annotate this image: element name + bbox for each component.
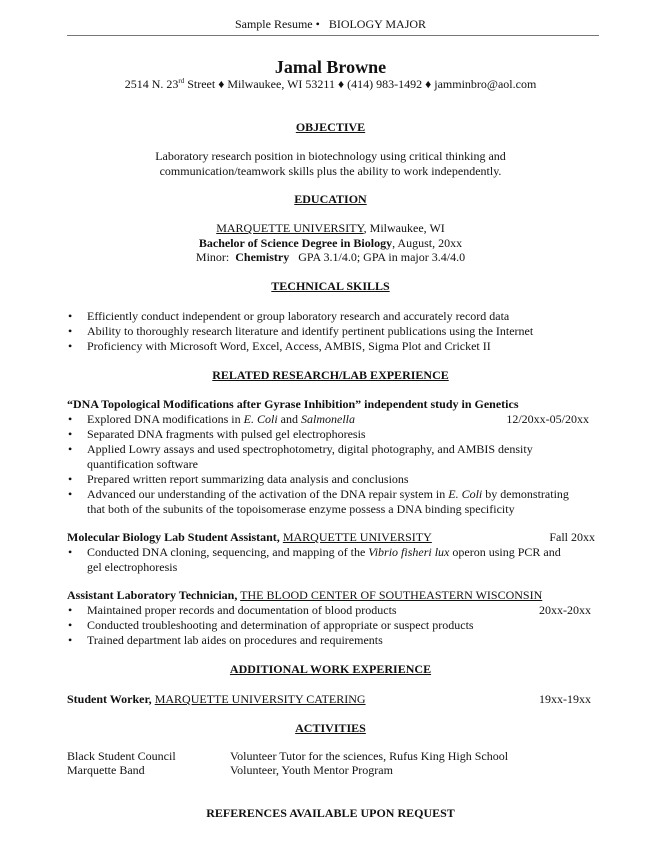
technical-skills-list [67,309,597,354]
degree-line [0,236,661,251]
research-heading: RELATED RESEARCH/LAB EXPERIENCE [212,368,449,382]
contact-line [0,77,661,92]
school-line [0,221,661,236]
job2-title: Assistant Laboratory Technician, [67,588,238,602]
job1-header [67,530,597,545]
objective-heading: OBJECTIVE [295,120,366,134]
education-heading: EDUCATION [294,192,367,206]
running-head-right: BIOLOGY MAJOR [328,17,427,31]
study-date: 12/20xx-05/20xx [506,412,589,426]
list-item: • Advanced our understanding of the activation of the DNA repair system in E. Coli by demonstrating that both of the subunits of the topoisomerase enzyme possess a DNA binding specificity [67,487,597,517]
activity-right: Volunteer Tutor for the sciences, Rufus King High School [230,749,509,763]
job2-org: THE BLOOD CENTER OF SOUTHEASTERN WISCONSIN [240,588,543,602]
list-item: • Ability to thoroughly research literature and identify pertinent publications using the Internet [67,324,597,339]
activity-left: Black Student Council [67,749,176,763]
additional-title: Student Worker, [67,692,152,706]
email: jamminbro@aol.com [434,77,537,91]
list-item: • Proficiency with Microsoft Word, Excel, Access, AMBIS, Sigma Plot and Cricket II [67,339,597,354]
gpa: GPA 3.1/4.0; GPA in major 3.4/4.0 [298,250,466,264]
job1-list [67,545,597,575]
contact-separator: ♦ [215,77,228,91]
activity-right: Volunteer, Youth Mentor Program [230,763,393,777]
running-head [0,17,661,32]
study-list [67,412,597,517]
activities-heading: ACTIVITIES [295,721,366,735]
list-item: • Explored DNA modifications in E. Coli and Salmonella 12/20xx-05/20xx [67,412,597,427]
additional-row [67,692,597,707]
job2-date: 20xx-20xx [539,603,591,617]
additional-heading: ADDITIONAL WORK EXPERIENCE [229,662,432,676]
list-item: • Trained department lab aides on procedures and requirements [67,633,597,648]
list-item: • Prepared written report summarizing data analysis and conclusions [67,472,597,487]
objective-line-1: Laboratory research position in biotechnology using critical thinking and [155,149,506,163]
job2-list [67,603,597,648]
degree: Bachelor of Science Degree in Biology [198,236,393,250]
minor: Chemistry [235,250,290,264]
minor-line [0,250,661,265]
phone: (414) 983-1492 [347,77,423,91]
candidate-name: Jamal Browne [274,57,387,77]
job1-title: Molecular Biology Lab Student Assistant, [67,530,280,544]
running-head-left: Sample Resume [234,17,313,31]
degree-date: , August, 20xx [392,236,463,250]
list-item: • Efficiently conduct independent or group laboratory research and accurately record data [67,309,597,324]
job1-date: Fall 20xx [549,530,595,544]
running-head-bullet: • [315,17,320,31]
job2-header [67,588,597,603]
list-item: • Separated DNA fragments with pulsed gel electrophoresis [67,427,597,442]
additional-org: MARQUETTE UNIVERSITY CATERING [154,692,366,706]
list-item: • Maintained proper records and documentation of blood products 20xx-20xx [67,603,597,618]
technical-skills-heading: TECHNICAL SKILLS [271,279,390,293]
study-title: “DNA Topological Modifications after Gyrase Inhibition” independent study in Genetics [67,397,519,411]
school-name: MARQUETTE UNIVERSITY [216,221,364,235]
list-item: • Applied Lowry assays and used spectrophotometry, digital photography, and AMBIS density quantification software [67,442,597,472]
references-line: REFERENCES AVAILABLE UPON REQUEST [206,806,455,820]
list-item: • Conducted troubleshooting and determination of appropriate or suspect products [67,618,597,633]
job1-org: MARQUETTE UNIVERSITY [282,530,432,544]
contact-separator: ♦ [422,77,435,91]
additional-date: 19xx-19xx [539,692,591,706]
school-location: , Milwaukee, WI [363,221,445,235]
contact-separator: ♦ [335,77,348,91]
address: 2514 N. 23rd Street [124,77,216,91]
city: Milwaukee, WI 53211 [227,77,335,91]
minor-label: Minor: [195,250,230,264]
header-rule [67,35,599,36]
objective-line-2: communication/teamwork skills plus the ability to work independently. [159,164,502,178]
activity-left: Marquette Band [67,763,145,777]
list-item: • Conducted DNA cloning, sequencing, and mapping of the Vibrio fisheri lux operon using PCR and gel electrophoresis [67,545,597,575]
